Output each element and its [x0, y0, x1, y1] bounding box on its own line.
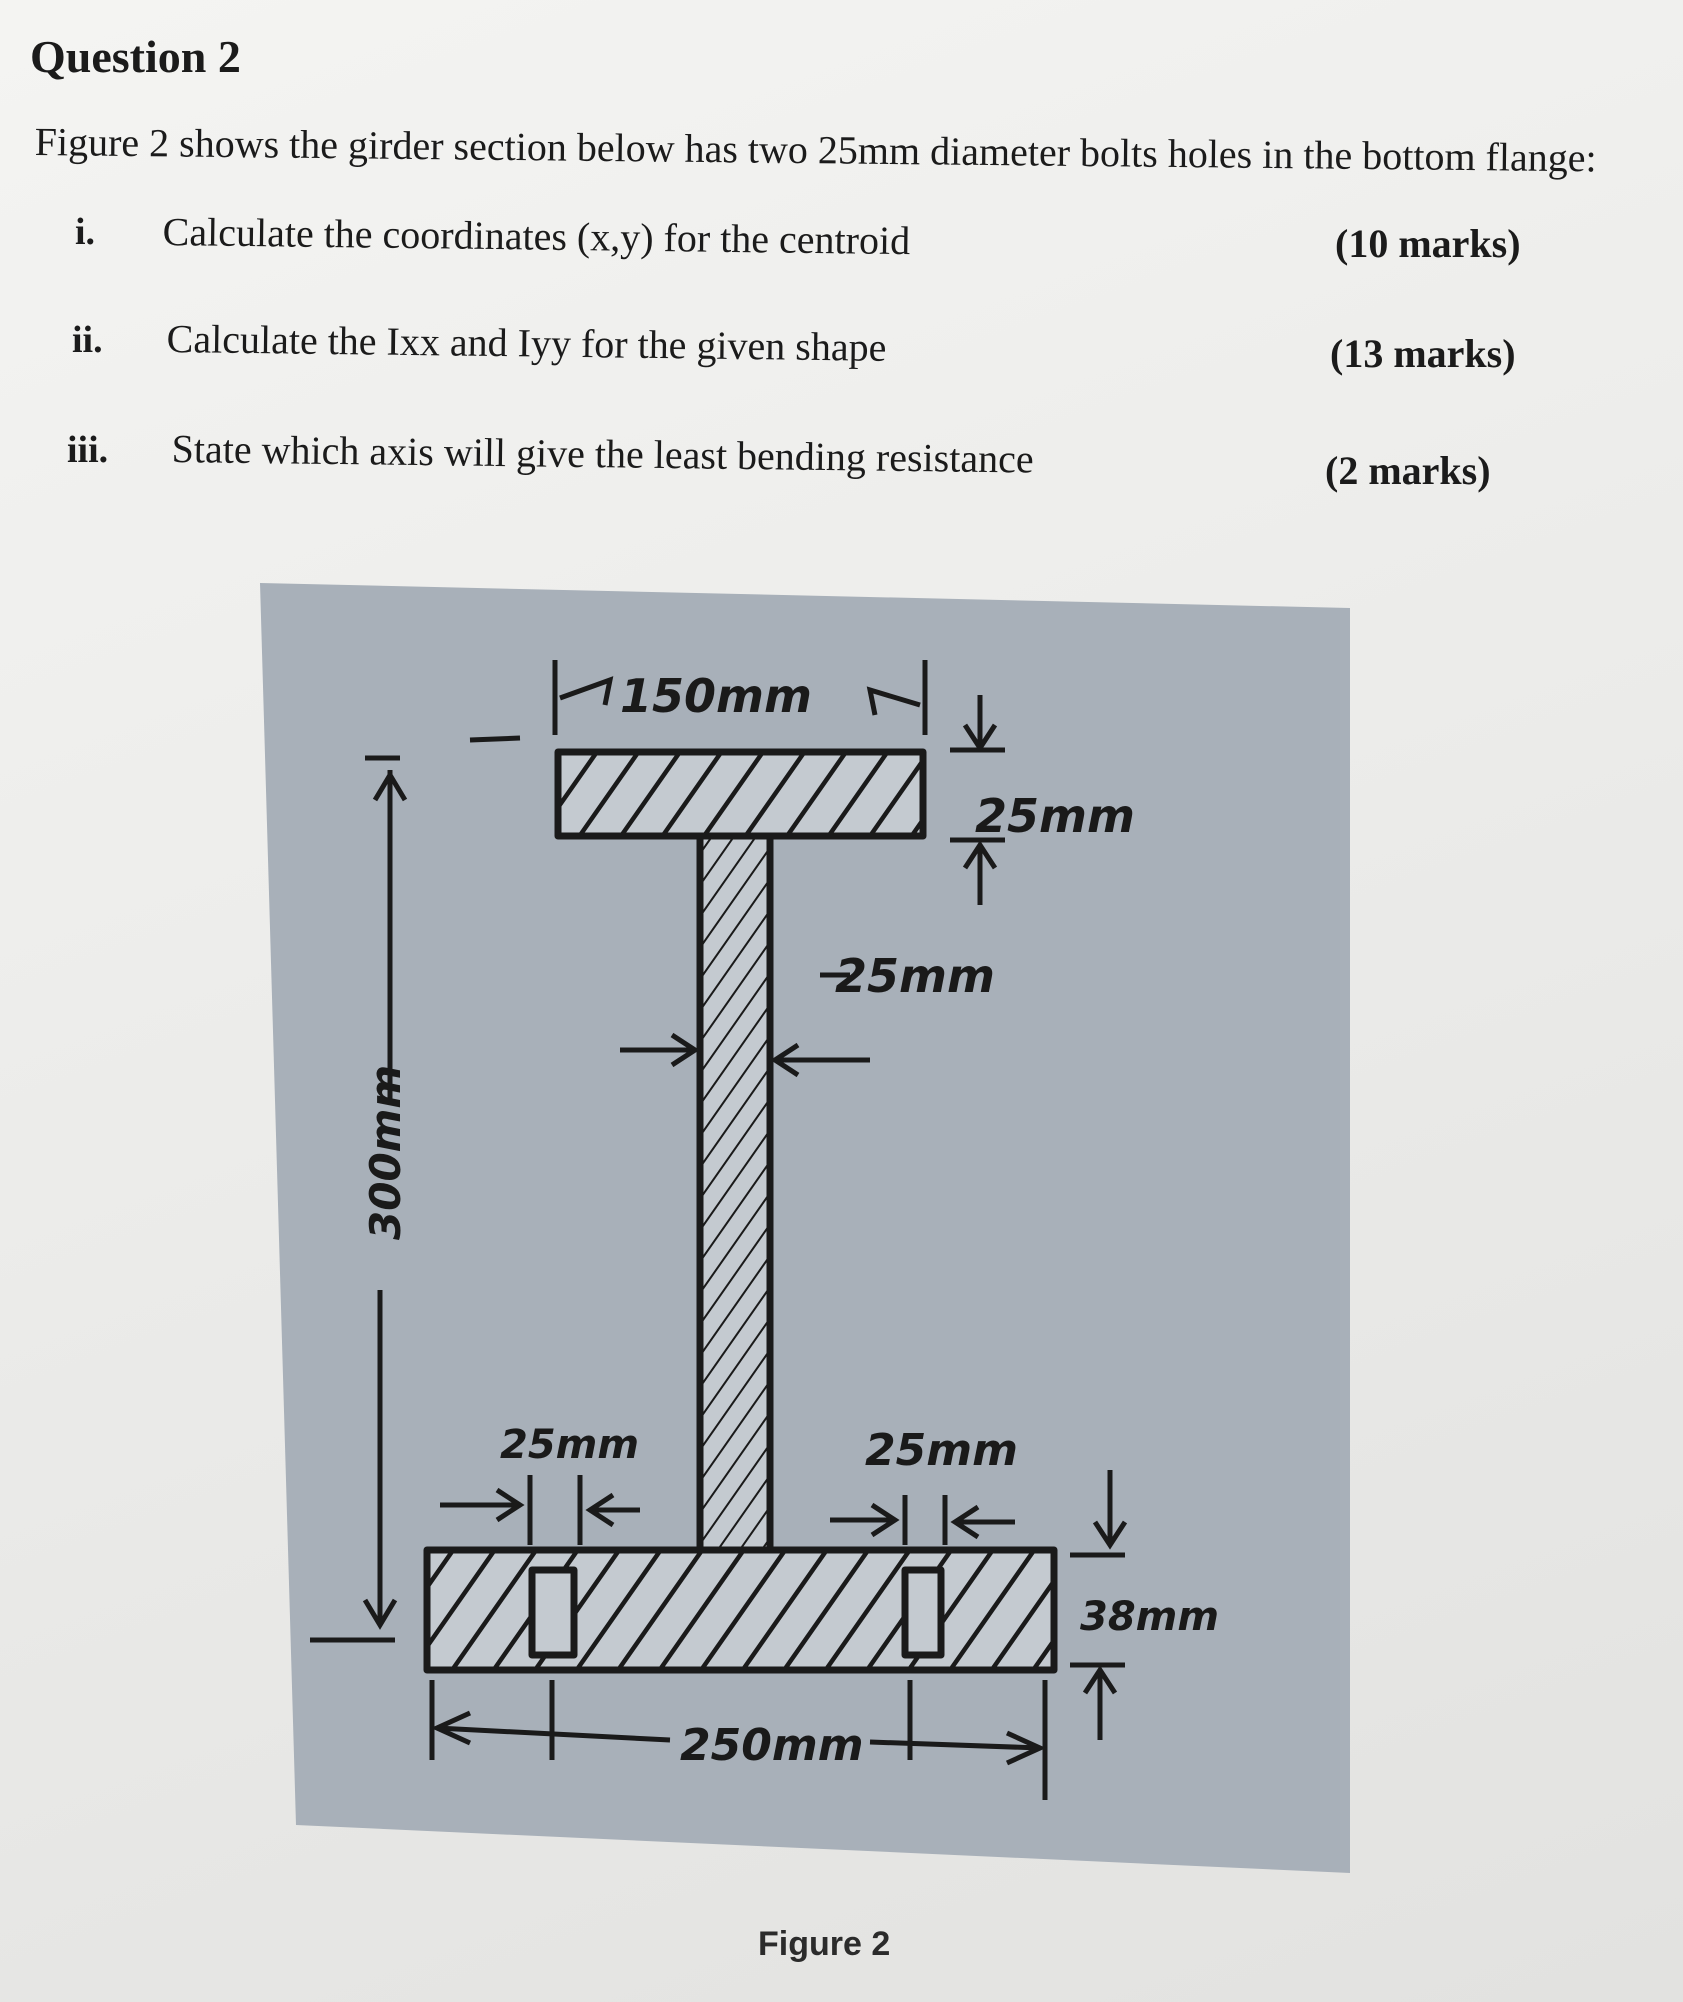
dim-label-left-hole: 25mm	[500, 1422, 640, 1468]
figure-caption: Figure 2	[758, 1925, 891, 1963]
dim-label-right-hole: 25mm	[865, 1425, 1018, 1476]
web	[700, 836, 770, 1550]
right-bolt-hole	[905, 1570, 941, 1655]
item-marks: (13 marks)	[1330, 331, 1516, 376]
item-number: ii.	[72, 319, 103, 361]
item-number: iii.	[67, 429, 109, 471]
item-marks: (2 marks)	[1325, 448, 1491, 493]
dim-label-top-flange-thickness: 25mm	[975, 789, 1135, 843]
question-title: Question 2	[30, 31, 241, 82]
dim-label-top-flange-width: 150mm	[620, 669, 812, 723]
left-bolt-hole	[532, 1570, 574, 1655]
item-text: Calculate the Ixx and Iyy for the given shape	[166, 315, 887, 370]
item-text: Calculate the coordinates (x,y) for the centroid	[162, 208, 911, 264]
item-marks: (10 marks)	[1335, 221, 1521, 266]
bottom-flange	[427, 1550, 1054, 1670]
dim-label-web-thickness: 25mm	[835, 949, 995, 1003]
item-number: i.	[75, 211, 96, 253]
dim-label-bottom-flange-width: 250mm	[680, 1720, 864, 1771]
top-flange	[558, 752, 923, 836]
item-text: State which axis will give the least bending resistance	[171, 425, 1034, 482]
dim-label-total-height: 300mm	[361, 1064, 410, 1240]
question-intro: Figure 2 shows the girder section below has two 25mm diameter bolts holes in the bottom flange:	[34, 118, 1597, 181]
dim-label-bottom-flange-thickness: 38mm	[1080, 1594, 1220, 1640]
